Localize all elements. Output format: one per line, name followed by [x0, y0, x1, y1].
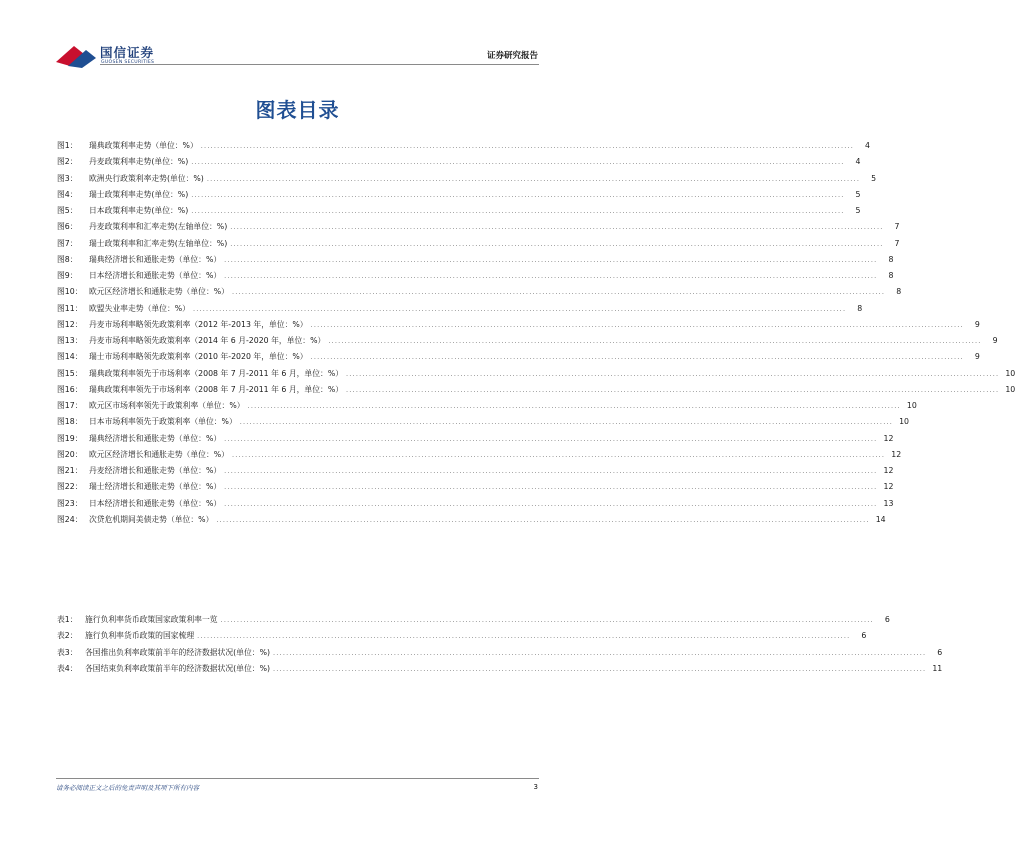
entry-label: 图11：	[57, 303, 83, 313]
entry-title: 欧元区市场利率领先于政策利率（单位：%）	[89, 401, 245, 410]
guosen-logo	[54, 40, 174, 70]
dot-leader: ........................................................................................................................................................................................................	[230, 223, 884, 232]
entry-label: 图20：	[57, 449, 83, 459]
entry-title: 瑞典政策利率走势（单位：%）	[89, 141, 198, 150]
entry-label: 图9：	[57, 271, 78, 280]
table-entry[interactable]	[57, 628, 867, 644]
entry-label: 图7：	[57, 238, 78, 248]
entry-title: 日本经济增长和通胀走势（单位：%）	[89, 498, 222, 508]
figure-entry[interactable]	[57, 414, 909, 430]
entry-title: 瑞典政策利率领先于市场利率（2008 年 7 月-2011 年 6 月，单位：%）	[89, 368, 344, 378]
header-divider	[100, 64, 539, 65]
entry-label: 图16：	[57, 384, 83, 394]
entry-label: 图17：	[57, 401, 83, 410]
entry-page: 5	[855, 206, 861, 215]
figure-entry[interactable]	[57, 268, 894, 284]
dot-leader: ........................................................................................................................................................................................................	[192, 304, 847, 313]
entry-page: 12	[891, 449, 902, 459]
entry-label: 表2：	[57, 631, 78, 641]
entry-label: 图24：	[57, 514, 83, 524]
entry-page: 8	[888, 254, 894, 264]
entry-page: 10	[899, 417, 909, 427]
footer-divider	[56, 778, 539, 779]
dot-leader: ........................................................................................................................................................................................................	[200, 142, 855, 150]
entry-page: 4	[855, 157, 861, 167]
entry-label: 图12：	[57, 319, 83, 329]
figure-entry[interactable]	[57, 252, 894, 268]
entry-page: 12	[883, 466, 894, 475]
entry-label: 表3：	[57, 647, 78, 657]
entry-page: 8	[857, 303, 863, 313]
entry-page: 8	[888, 271, 894, 280]
figure-entry[interactable]	[57, 366, 1015, 382]
table-entry[interactable]	[57, 661, 943, 677]
dot-leader: ........................................................................................................................................................................................................	[224, 499, 878, 508]
entry-title: 欧盟失业率走势（单位：%）	[89, 303, 190, 313]
guosen-logo-mark-icon	[54, 40, 98, 70]
entry-label: 图8：	[57, 254, 78, 264]
entry-page: 10	[1005, 384, 1015, 394]
entry-label: 图18：	[57, 417, 83, 427]
entry-title: 瑞典经济增长和通胀走势（单位：%）	[89, 433, 222, 443]
dot-leader: ........................................................................................................................................................................................................	[310, 320, 964, 329]
entry-title: 丹麦市场利率略领先政策利率（2014 年 6 月-2020 年，单位：%）	[89, 336, 326, 345]
dot-leader: ........................................................................................................................................................................................................	[224, 467, 878, 475]
dot-leader: ........................................................................................................................................................................................................	[191, 207, 845, 215]
entry-title: 日本政策利率走势(单位：%)	[89, 206, 189, 215]
figure-entry[interactable]	[57, 463, 894, 479]
entry-page: 10	[1005, 368, 1015, 378]
entry-title: 瑞士政策利率和汇率走势(左轴单位：%)	[89, 238, 228, 248]
entry-title: 瑞士经济增长和通胀走势（单位：%）	[89, 482, 222, 492]
entry-title: 丹麦政策利率和汇率走势(左轴单位：%)	[89, 222, 228, 232]
dot-leader: ........................................................................................................................................................................................................	[247, 402, 901, 410]
dot-leader: ........................................................................................................................................................................................................	[224, 434, 878, 443]
entry-title: 欧元区经济增长和通胀走势（单位：%）	[89, 287, 229, 297]
table-list	[57, 612, 943, 677]
entry-title: 各国推出负利率政策前半年的经济数据状况(单位：%)	[85, 647, 271, 657]
dot-leader: ........................................................................................................................................................................................................	[191, 158, 845, 167]
entry-page: 5	[871, 173, 877, 183]
figure-entry[interactable]	[57, 171, 877, 187]
dot-leader: ........................................................................................................................................................................................................	[224, 483, 878, 492]
entry-label: 表4：	[57, 663, 78, 673]
dot-leader: ........................................................................................................................................................................................................	[224, 272, 878, 280]
entry-title: 各国结束负利率政策前半年的经济数据状况(单位：%)	[85, 663, 271, 673]
dot-leader: ........................................................................................................................................................................................................	[191, 190, 845, 199]
figure-entry[interactable]	[57, 154, 861, 170]
figure-entry[interactable]	[57, 138, 871, 154]
entry-page: 14	[875, 514, 886, 524]
dot-leader: ........................................................................................................................................................................................................	[231, 288, 886, 297]
entry-title: 瑞典政策利率领先于市场利率（2008 年 7 月-2011 年 6 月，单位：%）	[89, 384, 344, 394]
page-header	[0, 0, 595, 70]
footer-disclaimer: 请务必阅读正文之后的免责声明及其项下所有内容	[56, 784, 199, 792]
entry-label: 图3：	[57, 173, 78, 183]
entry-label: 图22：	[57, 482, 83, 492]
entry-page: 10	[906, 401, 917, 410]
dot-leader: ........................................................................................................................................................................................................	[231, 450, 886, 459]
entry-label: 图6：	[57, 222, 78, 232]
entry-label: 图15：	[57, 368, 83, 378]
entry-label: 图4：	[57, 189, 78, 199]
logo-text-en: GUOSEN SECURITIES	[101, 60, 155, 65]
figure-entry[interactable]	[57, 301, 863, 317]
entry-label: 图14：	[57, 352, 83, 362]
entry-title: 瑞典经济增长和通胀走势（单位：%）	[89, 254, 222, 264]
entry-page: 12	[883, 482, 894, 492]
entry-label: 表1：	[57, 615, 78, 624]
entry-title: 欧元区经济增长和通胀走势（单位：%）	[89, 449, 229, 459]
entry-title: 瑞士政策利率走势(单位：%)	[89, 189, 189, 199]
entry-title: 丹麦政策利率走势(单位：%)	[89, 157, 189, 167]
dot-leader: ........................................................................................................................................................................................................	[328, 337, 982, 345]
report-type-label: 证券研究报告	[486, 51, 538, 61]
dot-leader: ........................................................................................................................................................................................................	[206, 174, 861, 183]
entry-page: 6	[884, 615, 890, 624]
figure-entry[interactable]	[57, 398, 917, 414]
figure-entry[interactable]	[57, 512, 886, 528]
dot-leader: ........................................................................................................................................................................................................	[273, 664, 927, 673]
figure-entry[interactable]	[57, 382, 1015, 398]
dot-leader: ........................................................................................................................................................................................................	[310, 353, 964, 362]
page-title: 图表目录	[255, 98, 340, 122]
figure-entry[interactable]	[57, 496, 894, 512]
dot-leader: ........................................................................................................................................................................................................	[273, 648, 927, 657]
figure-entry[interactable]	[57, 479, 894, 495]
dot-leader: ........................................................................................................................................................................................................	[346, 385, 1000, 394]
entry-page: 6	[937, 647, 943, 657]
figure-entry[interactable]	[57, 333, 998, 349]
entry-page: 6	[861, 631, 867, 641]
entry-label: 图10：	[57, 287, 83, 297]
entry-title: 丹麦经济增长和通胀走势（单位：%）	[89, 466, 222, 475]
entry-label: 图21：	[57, 466, 83, 475]
entry-title: 施行负利率货币政策国家政策利率一览	[85, 615, 218, 624]
figure-entry[interactable]	[57, 431, 894, 447]
entry-page: 8	[896, 287, 902, 297]
entry-page: 11	[932, 663, 943, 673]
entry-page: 7	[894, 222, 900, 232]
dot-leader: ........................................................................................................................................................................................................	[230, 239, 884, 248]
entry-label: 图13：	[57, 336, 83, 345]
dot-leader: ........................................................................................................................................................................................................	[346, 369, 1000, 378]
dot-leader: ........................................................................................................................................................................................................	[239, 418, 893, 427]
entry-label: 图23：	[57, 498, 83, 508]
entry-label: 图1：	[57, 141, 78, 150]
figure-entry[interactable]	[57, 187, 861, 203]
entry-title: 瑞士市场利率略领先政策利率（2010 年-2020 年，单位：%）	[89, 352, 308, 362]
entry-title: 日本市场利率领先于政策利率（单位：%）	[89, 417, 237, 427]
figure-entry[interactable]	[57, 447, 902, 463]
figure-entry[interactable]	[57, 284, 902, 300]
entry-page: 12	[883, 433, 894, 443]
logo-text-cn: 国信证券	[100, 45, 155, 60]
entry-title: 次贷危机期间美债走势（单位：%）	[89, 514, 214, 524]
figure-list	[57, 138, 1015, 528]
figure-entry[interactable]	[57, 219, 900, 235]
dot-leader: ........................................................................................................................................................................................................	[220, 616, 874, 624]
entry-title: 施行负利率货币政策的国家梳理	[85, 631, 195, 641]
entry-label: 图19：	[57, 433, 83, 443]
entry-page: 9	[974, 352, 980, 362]
entry-page: 4	[865, 141, 871, 150]
figure-entry[interactable]	[57, 236, 900, 252]
entry-page: 5	[855, 189, 861, 199]
entry-title: 丹麦市场利率略领先政策利率（2012 年-2013 年，单位：%）	[89, 319, 308, 329]
table-entry[interactable]	[57, 612, 890, 628]
figure-entry[interactable]	[57, 203, 861, 219]
entry-page: 9	[974, 319, 980, 329]
figure-entry[interactable]	[57, 317, 980, 333]
entry-page: 9	[992, 336, 998, 345]
entry-title: 欧洲央行政策利率走势(单位：%)	[89, 173, 204, 183]
entry-label: 图2：	[57, 157, 78, 167]
entry-page: 13	[883, 498, 894, 508]
entry-title: 日本经济增长和通胀走势（单位：%）	[89, 271, 222, 280]
dot-leader: ........................................................................................................................................................................................................	[197, 632, 851, 641]
figure-entry[interactable]	[57, 349, 980, 365]
dot-leader: ........................................................................................................................................................................................................	[224, 255, 878, 264]
page-number: 3	[533, 783, 538, 791]
entry-page: 7	[894, 238, 900, 248]
table-entry[interactable]	[57, 645, 943, 661]
dot-leader: ........................................................................................................................................................................................................	[216, 515, 870, 524]
entry-label: 图5：	[57, 206, 78, 215]
